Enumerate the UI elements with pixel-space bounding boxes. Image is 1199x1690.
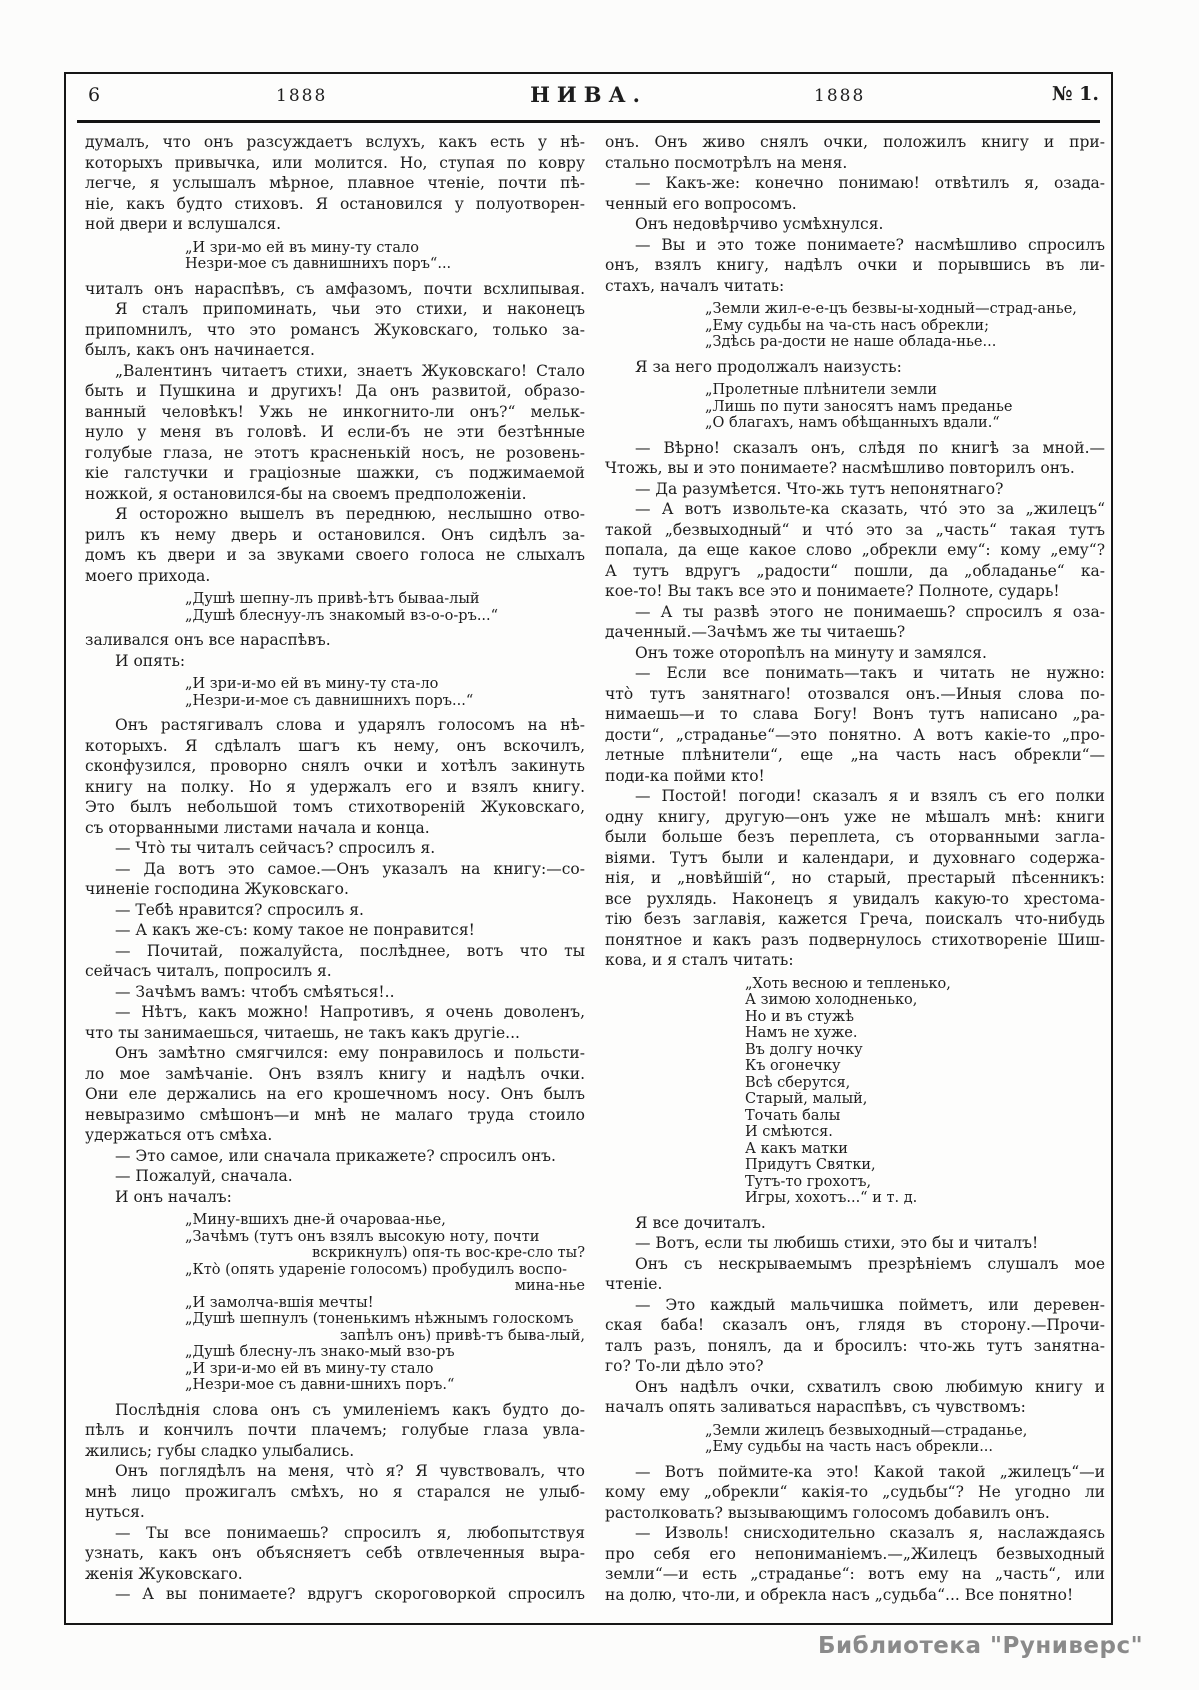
paragraph [85, 1584, 585, 1605]
text-line: думалъ, что онъ разсуждаетъ вслухъ, какъ есть у нѣ- [85, 133, 585, 151]
verse-line: „Кто̀ (опять удареніе голосомъ) пробудилъ воспо- [185, 1261, 568, 1278]
text-line: одну книгу, другую—онъ уже не мѣшалъ мнѣ: книги [605, 807, 1105, 826]
text-line: нуться. [85, 1503, 145, 1521]
verse-line: „Хоть весною и тепленько, [745, 975, 951, 992]
paragraph [605, 214, 1105, 235]
verse-block [705, 382, 1105, 432]
text-line: про себя его непониманіемъ.—„Жилецъ безвыходный [605, 1544, 1105, 1563]
paragraph [605, 786, 1105, 971]
verse-line: А зимою холодненько, [745, 992, 918, 1008]
text-line: что ты занимаешься, читаешь, не такъ какъ другіе... [85, 1023, 520, 1042]
verse-line: „И зри-мо ей въ мину-ту стало [185, 239, 419, 256]
verse-block [705, 301, 1105, 351]
verse-line: „Мину-вшихъ дне-й очароваа-нье, [185, 1212, 446, 1228]
text-line: легче, я услышалъ мѣрное, плавное чтеніе, почти пѣ- [85, 174, 585, 192]
verse-line: „И зри-и-мо ей въ мину-ту ста-ло [185, 676, 439, 692]
verse-line: вскрикнулъ) опя-ть вос-кре-сло ты? [312, 1245, 585, 1261]
paragraph [605, 1213, 1105, 1234]
text-line: женія Жуковскаго. [85, 1564, 243, 1583]
paragraph [85, 504, 585, 586]
text-line: Онъ недовѣрчиво усмѣхнулся. [635, 215, 884, 233]
verse-block [185, 240, 585, 273]
text-line: которыхъ. Я сдѣлалъ шагъ къ нему, онъ вскочилъ, [85, 736, 585, 755]
paragraph [605, 1233, 1105, 1254]
verse-block [745, 976, 1105, 1207]
paragraph [85, 1187, 585, 1208]
text-line: — Изволь! снисходительно сказалъ я, наслаждаясь [635, 1524, 1105, 1542]
text-line: ніе, какъ будто стиховъ. Я остановился у полуотворен- [85, 194, 585, 213]
text-line: — Это самое, или сначала прикажете? спросилъ онъ. [115, 1146, 556, 1165]
text-line: Онъ надѣлъ очки, схватилъ свою любимую книгу и [635, 1377, 1105, 1396]
text-line: — Нѣтъ, какъ можно! Напротивъ, я очень доволенъ, [115, 1003, 585, 1021]
text-line: на долю, что-ли, и обрекла насъ „судьба“... Все понятно! [605, 1585, 1074, 1604]
paragraph [85, 1146, 585, 1167]
text-line: кіе галстучки и граціозные шажки, съ поджимаемой [85, 464, 585, 482]
text-line: растолковать? вызывающимъ голосомъ добавилъ онъ. [605, 1503, 1050, 1522]
paragraph [85, 1461, 585, 1523]
header-year-left: 1888 [276, 86, 328, 106]
text-line: ной двери и вслушался. [85, 215, 282, 233]
verse-line: „Ему судьбы на ча-сть насъ обрекли; [705, 317, 989, 334]
text-line: Онъ тоже оторопѣлъ на минуту и замялся. [635, 643, 987, 662]
text-line: — Что̀ ты читалъ сейчасъ? спросилъ я. [115, 839, 436, 857]
text-line: началъ опять заливаться нараспѣвъ, съ чувствомъ: [605, 1398, 1026, 1416]
paragraph [85, 1043, 585, 1146]
text-line: онъ, взялъ книгу, надѣлъ очки и порывшись въ ли- [605, 256, 1105, 274]
text-line: тію безъ заглавія, кажется Греча, поискалъ что-нибудь [605, 910, 1105, 928]
text-line: нія, и „новѣйшій“, но старый, престарый пѣсенникъ: [605, 869, 1105, 887]
verse-block [185, 1212, 585, 1394]
verse-line: „Душѣ блеснуу-лъ знакомый вз-о-о-ръ...“ [185, 607, 499, 624]
text-line: жились; губы сладко улыбались. [85, 1441, 355, 1460]
text-line: — Вотъ, если ты любишь стихи, это бы и читалъ! [635, 1234, 1039, 1252]
right-column [605, 132, 1105, 1605]
text-line: моего прихода. [85, 566, 211, 585]
verse-line: Но и въ стужѣ [745, 1008, 855, 1025]
paragraph [605, 1254, 1105, 1295]
verse-line: „О благахъ, намъ обѣщанныхъ вдали.“ [705, 415, 1000, 431]
verse-line: мина-нье [514, 1278, 585, 1294]
verse-block [185, 676, 585, 709]
text-line: — Почитай, пожалуйста, послѣднее, вотъ что ты [115, 941, 585, 960]
verse-line: А какъ матки [745, 1140, 848, 1157]
verse-line: Намъ не хуже. [745, 1025, 858, 1041]
verse-line: Игры, хохотъ...“ и т. д. [745, 1190, 918, 1206]
left-column [85, 132, 585, 1605]
paragraph [85, 1166, 585, 1187]
text-line: — Вѣрно! сказалъ онъ, слѣдя по книгѣ за мной.— [635, 438, 1105, 457]
paragraph [85, 1523, 585, 1585]
paragraph [605, 499, 1105, 602]
issue-number: № 1. [1051, 83, 1099, 105]
text-line: попала, да еще какое слово „обрекли ему“: кому „ему“? [605, 541, 1105, 559]
text-line: А тутъ вдругъ „радости“ пошли, да „обладанье“ ка- [605, 561, 1105, 580]
paragraph [605, 602, 1105, 643]
paragraph [605, 357, 1105, 378]
text-line: все рухлядь. Наконецъ я увидалъ какую-то хрестома- [605, 889, 1105, 908]
text-line: книгу на полку. Но я удержалъ его и взялъ книгу. [85, 777, 585, 796]
text-line: — А вы понимаете? вдругъ скороговоркой спросилъ [115, 1585, 585, 1603]
text-line: кое-то! Вы такъ все это и понимаете? Полноте, сударь! [605, 582, 1060, 600]
verse-line: „Земли жил-е-е-цъ безвы-ы-ходный—страд-анье, [705, 301, 1077, 317]
text-line: летные плѣнители“, еще „на часть насъ обрекли“— [605, 746, 1105, 764]
text-line: былъ, какъ онъ начинается. [85, 341, 315, 359]
paragraph [605, 235, 1105, 297]
text-line: припомнилъ, что это романсъ Жуковскаго, только за- [85, 320, 585, 339]
text-line: домъ къ двери и за звуками своего голоса не слыхалъ [85, 546, 585, 564]
text-line: стахъ, началъ читать: [605, 276, 785, 295]
text-line: Онъ съ нескрываемымъ презрѣніемъ слушалъ мое [635, 1254, 1105, 1273]
text-line: — Да разумѣется. Что-жь тутъ непонятнаго? [635, 479, 1004, 498]
verse-block [185, 591, 585, 624]
text-line: Я за него продолжалъ наизусть: [635, 357, 902, 376]
text-line: онъ. Онъ живо снялъ очки, положилъ книгу и при- [605, 133, 1105, 151]
text-line: Онъ поглядѣлъ на меня, что̀ я? Я чувствовалъ, что [115, 1462, 585, 1480]
text-line: — Какъ-же: конечно понимаю! отвѣтилъ я, озада- [635, 174, 1105, 192]
text-line: віями. Тутъ были и календари, и духовнаго содержа- [605, 848, 1105, 867]
text-line: Я все дочиталъ. [635, 1213, 766, 1232]
paragraph [605, 132, 1105, 173]
text-line: съ оторванными листами начала и конца. [85, 818, 430, 837]
text-line: ванный человѣкъ! Ужь не инкогнито-ли онъ?“ мельк- [85, 402, 585, 421]
text-line: что̀ тутъ занятнаго! отозвался онъ.—Иныя слова по- [605, 684, 1105, 703]
verse-line: „Незри-мое съ давни-шнихъ поръ.“ [185, 1377, 455, 1393]
text-line: быть и Пушкина и другихъ! Да онъ развитой, образо- [85, 382, 585, 400]
paragraph [605, 1377, 1105, 1418]
paragraph [85, 859, 585, 900]
verse-line: „Здѣсь ра-дости не наше облада-нье... [705, 334, 997, 350]
paragraph [605, 438, 1105, 479]
text-line: сейчасъ читалъ, попросилъ я. [85, 962, 332, 980]
text-line: Послѣднія слова онъ съ умиленіемъ какъ будто до- [115, 1400, 585, 1419]
text-line: — Вы и это тоже понимаете? насмѣшливо спросилъ [635, 235, 1105, 254]
verse-line: запѣлъ онъ) привѣ-тъ быва-лый, [339, 1327, 585, 1344]
text-line: ская баба! сказалъ онъ, глядя въ сторону.—Прочи- [605, 1316, 1105, 1334]
verse-line: „Лишь по пути заносятъ намъ преданье [705, 398, 1013, 415]
verse-line: И смѣются. [745, 1124, 833, 1140]
paragraph [85, 1400, 585, 1462]
verse-block [705, 1423, 1105, 1456]
verse-line: „Зачѣмъ (тутъ онъ взялъ высокую ноту, почти [185, 1228, 540, 1245]
text-line: пѣлъ и кончилъ почти плачемъ; голубые глаза увла- [85, 1421, 585, 1439]
page-number: 6 [88, 84, 101, 106]
text-line: — Тебѣ нравится? спросилъ я. [115, 900, 364, 919]
text-line: Я осторожно вышелъ въ переднюю, неслышно отво- [115, 505, 585, 523]
text-line: голубые глаза, не этотъ красненькій носъ, не розовень- [85, 443, 585, 462]
text-line: нуло у меня въ головѣ. И если-бъ не эти безтѣнные [85, 423, 585, 441]
text-line: чиненіе господина Жуковскаго. [85, 880, 349, 898]
text-line: талъ разъ, понялъ, да и бросилъ: что-жь тутъ занятна- [605, 1336, 1105, 1355]
paragraph [85, 299, 585, 361]
text-line: — Если все понимать—такъ и читать не нужно: [635, 664, 1105, 682]
text-line: „Валентинъ читаетъ стихи, знаетъ Жуковскаго! Стало [115, 361, 585, 380]
text-line: дости“, „страданье“—это понятно. А вотъ какіе-то „про- [605, 725, 1105, 744]
text-line: И онъ началъ: [115, 1187, 232, 1206]
text-line: кому ему „обрекли“ какія-то „судьбы“? Не угодно ли [605, 1483, 1105, 1501]
text-line: Чтожь, вы и это понимаете? насмѣшливо повторилъ онъ. [605, 459, 1075, 477]
paragraph [85, 920, 585, 941]
text-line: такой „безвыходный“ и что́ это за „часть“ такая тутъ [605, 520, 1105, 539]
paragraph [85, 715, 585, 838]
page-frame [64, 72, 1113, 1625]
paragraph [605, 479, 1105, 500]
paragraph [85, 132, 585, 235]
text-line: — А ты развѣ этого не понимаешь? спросилъ я оза- [635, 602, 1105, 621]
text-line: были больше безъ переплета, съ оторванными загла- [605, 828, 1105, 846]
text-line: — Ты все понимаешь? спросилъ я, любопытствуя [115, 1523, 585, 1542]
paragraph [85, 630, 585, 651]
text-line: Они еле держались на его крошечномъ носу. Онъ былъ [85, 1085, 585, 1103]
library-watermark: Библиотека "Руниверс" [818, 1633, 1144, 1659]
text-line: — Да вотъ это самое.—Онъ указалъ на книгу:—со- [115, 859, 585, 878]
paragraph [85, 361, 585, 505]
verse-line: Тутъ-то грохотъ, [745, 1173, 872, 1190]
text-line: мнѣ лицо прожигалъ смѣхъ, но я старался не улыб- [85, 1482, 585, 1501]
verse-line: Старый, малый, [745, 1091, 868, 1107]
text-line: понятное и какъ разъ подвернулось стихотвореніе Шиш- [605, 930, 1105, 949]
verse-line: „И замолча-вшія мечты! [185, 1294, 374, 1311]
text-line: узнать, какъ онъ объясняетъ себѣ отвлеченныя выра- [85, 1544, 585, 1562]
magazine-title: НИВА. [530, 82, 647, 107]
page-header [66, 74, 1111, 120]
text-line: — А вотъ извольте-ка сказать, что́ это за „жилецъ“ [635, 500, 1105, 518]
text-line: Онъ замѣтно смягчился: ему понравилось и польсти- [115, 1044, 585, 1062]
header-year-right: 1888 [814, 86, 866, 106]
text-line: земли“—и есть „страданье“: вотъ ему на „часть“, или [605, 1565, 1105, 1583]
text-line: читалъ онъ нараспѣвъ, съ амфазомъ, почти всхлипывая. [85, 279, 585, 298]
verse-line: Къ огонечку [745, 1058, 841, 1074]
text-line: — Зачѣмъ вамъ: чтобъ смѣяться!.. [115, 982, 395, 1001]
text-line: — Вотъ поймите-ка это! Какой такой „жилецъ“—и [635, 1462, 1105, 1481]
text-line: — А какъ же-съ: кому такое не понравится! [115, 921, 475, 939]
text-line: Это былъ небольшой томъ стихотвореній Жуковскаго, [85, 798, 585, 816]
text-line: поди-ка пойми кто! [605, 766, 765, 785]
text-line: ножкой, я остановился-бы на своемъ предположеніи. [85, 484, 527, 503]
text-line: сконфузился, проворно снялъ очки и хотѣлъ закинуть [85, 757, 585, 775]
verse-line: Всѣ сберутся, [745, 1074, 851, 1091]
paragraph [605, 663, 1105, 786]
text-line: ло мое замѣчаніе. Онъ взялъ книгу и надѣлъ очки. [85, 1064, 585, 1083]
paragraph [85, 1002, 585, 1043]
text-line: кова, и я сталъ читать: [605, 951, 794, 969]
paragraph [85, 900, 585, 921]
text-line: — Это каждый мальчишка пойметъ, или деревен- [635, 1295, 1105, 1314]
paragraph [85, 838, 585, 859]
paragraph [85, 279, 585, 300]
text-line: невыразимо смѣшонъ—и мнѣ не малаго труда стоило [85, 1105, 585, 1124]
text-line: — Пожалуй, сначала. [115, 1167, 293, 1185]
text-line: заливался онъ все нараспѣвъ. [85, 631, 331, 649]
paragraph [605, 1462, 1105, 1524]
verse-line: Точать балы [745, 1107, 841, 1124]
verse-line: „Душѣ блесну-лъ знако-мый взо-ръ [185, 1344, 455, 1360]
paragraph [605, 1523, 1105, 1605]
verse-line: Придутъ Святки, [745, 1157, 876, 1173]
verse-line: Незри-мое съ давнишнихъ поръ“... [185, 256, 452, 272]
paragraph [605, 643, 1105, 664]
text-line: — Постой! погоди! сказалъ я и взялъ съ его полки [635, 787, 1105, 805]
paragraph [85, 941, 585, 982]
verse-line: „Незри-и-мое съ давнишнихъ поръ...“ [185, 692, 474, 709]
verse-line: Въ долгу ночку [745, 1041, 863, 1058]
verse-line: „Душѣ шепну-лъ привѣ-ѣтъ бываа-лый [185, 591, 480, 607]
text-line: удержаться отъ смѣха. [85, 1126, 273, 1144]
paragraph [85, 982, 585, 1003]
text-line: Я сталъ припоминать, чьи это стихи, и наконецъ [115, 300, 585, 318]
text-line: даченный.—Зачѣмъ же ты читаешь? [605, 623, 906, 641]
paragraph [605, 173, 1105, 214]
verse-line: „Земли жилецъ безвыходный—страданье, [705, 1422, 1028, 1439]
text-line: которыхъ привычка, или молится. Но, ступая по ковру [85, 153, 585, 172]
text-line: И опять: [115, 651, 186, 670]
text-line: нимаешь—и то слава Богу! Вонъ тутъ написано „ра- [605, 705, 1105, 723]
text-line: ченный его вопросомъ. [605, 194, 797, 213]
text-line: рилъ къ нему дверь и остановился. Онъ сидѣлъ за- [85, 525, 585, 544]
paragraph [85, 651, 585, 672]
text-line: го? То-ли дѣло это? [605, 1357, 764, 1375]
text-line: Онъ растягивалъ слова и ударялъ голосомъ на нѣ- [115, 716, 585, 734]
verse-line: „Душѣ шепнулъ (тоненькимъ нѣжнымъ голоскомъ [185, 1311, 574, 1327]
verse-line: „И зри-и-мо ей въ мину-ту стало [185, 1360, 434, 1377]
text-columns [66, 123, 1111, 1605]
text-line: стально посмотрѣлъ на меня. [605, 153, 848, 172]
paragraph [605, 1295, 1105, 1377]
text-line: чтеніе. [605, 1275, 663, 1293]
verse-line: „Ему судьбы на часть насъ обрекли... [705, 1439, 994, 1455]
verse-line: „Пролетные плѣнители земли [705, 382, 938, 398]
